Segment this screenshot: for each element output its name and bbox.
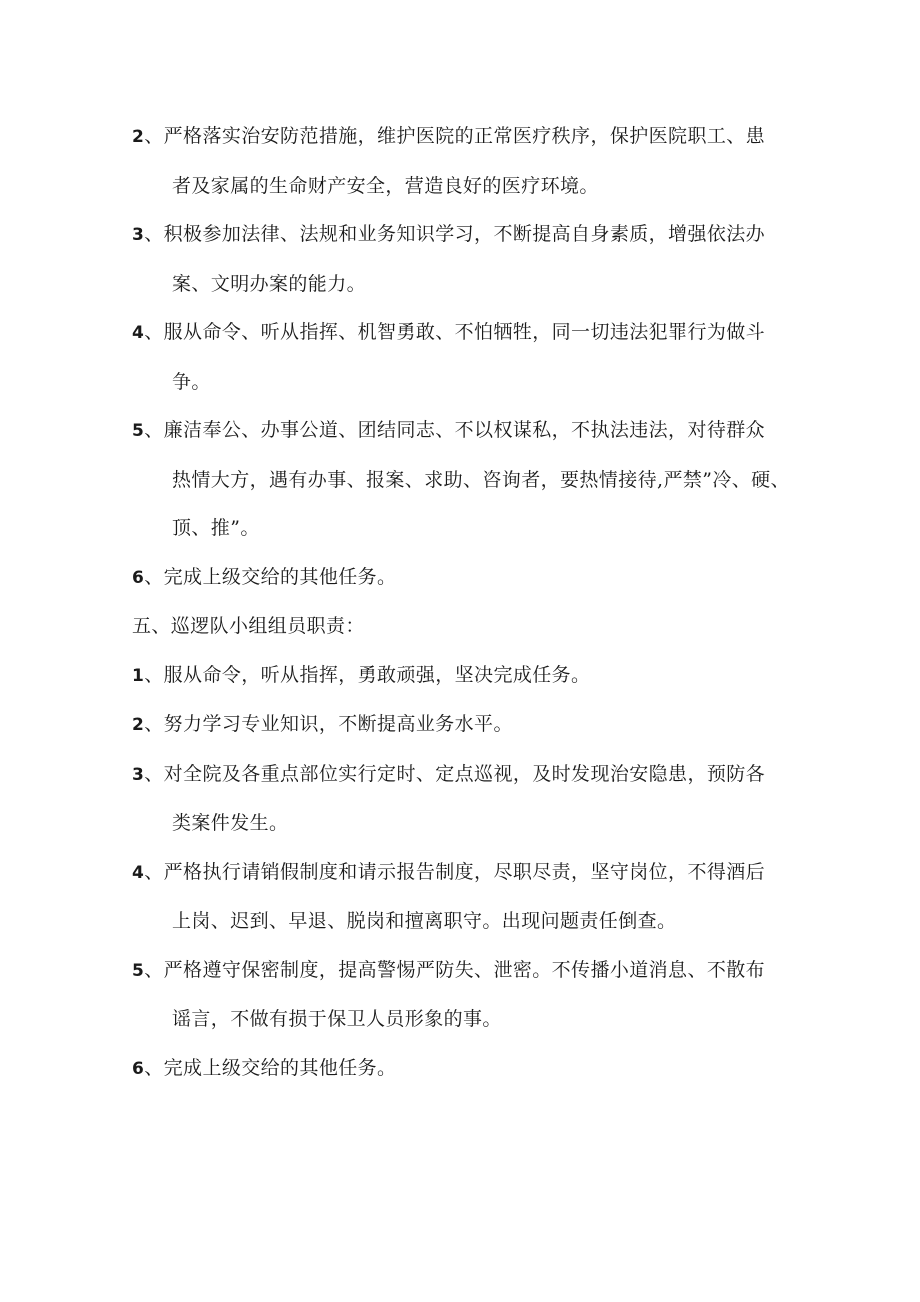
item-separator: 、: [144, 663, 164, 686]
list-item: [132, 308, 792, 406]
list-item: [132, 210, 792, 308]
list-item: [132, 848, 792, 946]
item-text: 努力学习专业知识，不断提高业务水平。: [163, 713, 513, 735]
list-item: [132, 651, 792, 701]
list-item: [132, 112, 792, 210]
item-number: 2: [132, 127, 145, 147]
item-number: 3: [132, 764, 145, 785]
item-separator: 、: [144, 958, 164, 981]
item-number: 4: [132, 323, 145, 343]
item-number: 6: [132, 567, 145, 588]
document-body: [132, 112, 792, 1093]
list-item: [132, 553, 792, 603]
item-number: 5: [132, 421, 145, 441]
item-separator: 、: [144, 419, 164, 441]
item-text: 对全院及各重点部位实行定时、定点巡视，及时发现治安隐患，预防各: [163, 762, 766, 785]
item-number: 5: [132, 960, 145, 981]
item-number: 6: [132, 1058, 145, 1079]
item-separator: 、: [144, 762, 164, 785]
item-continuation: 热情大方，遇有办事、报案、求助、咨询者，要热情接待,严禁”冷、硬、: [172, 468, 790, 491]
item-separator: 、: [144, 860, 164, 883]
list-item: [132, 700, 792, 750]
item-continuation: 上岗、迟到、早退、脱岗和擅离职守。出现问题责任倒查。: [172, 910, 677, 932]
item-continuation: 争。: [172, 370, 211, 393]
item-text: 完成上级交给的其他任务。: [163, 1056, 397, 1079]
item-text: 严格遵守保密制度，提高警惕严防失、泄密。不传播小道消息、不散布: [163, 958, 766, 981]
list-item: [132, 406, 792, 553]
item-continuation: 者及家属的生命财产安全，营造良好的医疗环境。: [172, 174, 599, 197]
item-separator: 、: [144, 1056, 164, 1079]
item-text: 严格落实治安防范措施，维护医院的正常医疗秩序，保护医院职工、患: [163, 125, 766, 147]
item-text: 积极参加法律、法规和业务知识学习，不断提高自身素质，增强依法办: [163, 223, 766, 245]
item-continuation: 顶、推”。: [172, 517, 260, 539]
list-item: [132, 946, 792, 1044]
item-separator: 、: [144, 321, 164, 343]
list-item: [132, 750, 792, 848]
item-continuation: 案、文明办案的能力。: [172, 272, 367, 295]
item-number: 1: [132, 665, 145, 686]
item-text: 服从命令、听从指挥、机智勇敢、不怕牺牲，同一切违法犯罪行为做斗: [163, 321, 766, 343]
list-item: [132, 1044, 792, 1094]
item-text: 廉洁奉公、办事公道、团结同志、不以权谋私，不执法违法，对待群众: [163, 419, 766, 441]
item-text: 服从命令，听从指挥，勇敢顽强，坚决完成任务。: [163, 663, 591, 686]
item-separator: 、: [144, 565, 164, 588]
item-text: 严格执行请销假制度和请示报告制度，尽职尽责，坚守岗位，不得酒后: [163, 860, 766, 883]
item-number: 4: [132, 862, 145, 883]
item-continuation: 谣言，不做有损于保卫人员形象的事。: [172, 1008, 502, 1030]
section-heading: 五、巡逻队小组组员职责：: [132, 615, 365, 637]
item-number: 2: [132, 715, 145, 735]
item-number: 3: [132, 225, 145, 245]
item-separator: 、: [144, 713, 164, 735]
item-text: 完成上级交给的其他任务。: [163, 565, 397, 588]
item-separator: 、: [144, 125, 164, 147]
item-continuation: 类案件发生。: [172, 812, 289, 834]
item-separator: 、: [144, 223, 164, 245]
